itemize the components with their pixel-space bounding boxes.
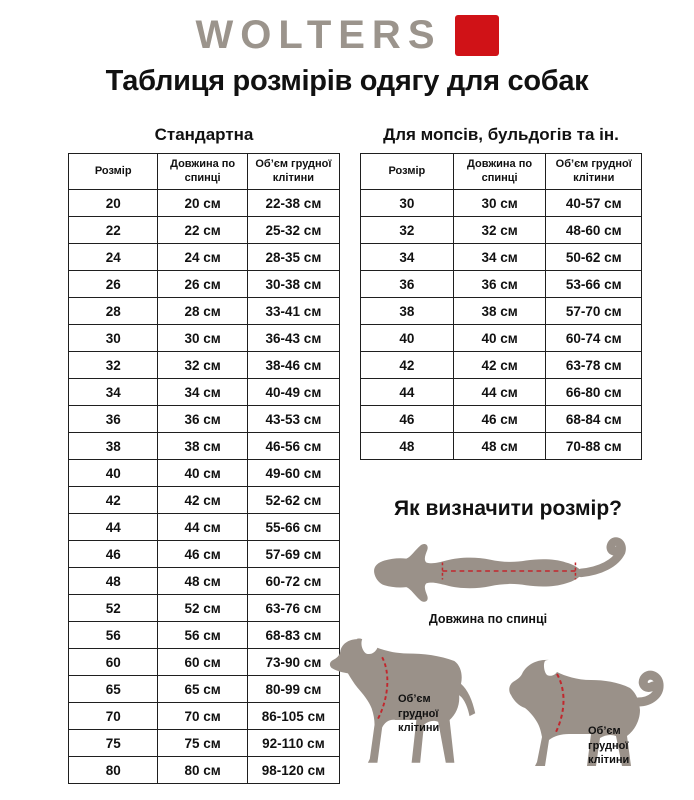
standard-table-header [69,154,340,190]
brand-logo-text: WOLTERS [195,13,442,57]
back-length-cell: 30 см [453,190,546,217]
size-cell: 75 [69,730,158,757]
back-length-cell: 22 см [158,217,247,244]
table-row [69,190,340,217]
size-cell: 36 [69,406,158,433]
dog-top-view-body [374,544,581,602]
size-cell: 42 [361,352,454,379]
chest-cell: 70-88 см [546,433,642,460]
table-row [69,433,340,460]
table-row [69,622,340,649]
dog-top-view-tail [581,541,621,572]
table-row [69,730,340,757]
chest-cell: 40-57 см [546,190,642,217]
pugs-table-body [361,190,642,460]
size-cell: 60 [69,649,158,676]
chest-cell: 36-43 см [247,325,339,352]
table-row [69,568,340,595]
size-cell: 48 [361,433,454,460]
table-row [69,298,340,325]
back-length-cell: 75 см [158,730,247,757]
pugs-table-header [361,154,642,190]
back-length-cell: 44 см [158,514,247,541]
table-row [69,487,340,514]
size-cell: 38 [69,433,158,460]
back-length-cell: 46 см [453,406,546,433]
size-cell: 52 [69,595,158,622]
chest-cell: 98-120 см [247,757,339,784]
chest-cell: 60-72 см [247,568,339,595]
size-cell: 65 [69,676,158,703]
pugs-table-title: Для мопсів, бульдогів та ін. [383,125,619,144]
chest-cell: 50-62 см [546,244,642,271]
back-length-label: Довжина по спинці [428,612,548,626]
column-header-size: Розмір [69,154,158,190]
back-length-cell: 56 см [158,622,247,649]
back-length-cell: 44 см [453,379,546,406]
chest-cell: 22-38 см [247,190,339,217]
table-row [69,514,340,541]
chest-label: Об’єм грудної клітини [398,693,440,735]
size-cell: 30 [69,325,158,352]
size-cell: 38 [361,298,454,325]
pugs-size-table [360,153,642,460]
chest-cell: 43-53 см [247,406,339,433]
size-cell: 34 [69,379,158,406]
back-length-cell: 80 см [158,757,247,784]
back-length-cell: 36 см [453,271,546,298]
back-length-cell: 20 см [158,190,247,217]
chest-cell: 60-74 см [546,325,642,352]
chest-cell: 68-84 см [546,406,642,433]
chest-cell: 92-110 см [247,730,339,757]
brand-logo-square-icon [455,15,499,56]
chest-cell: 55-66 см [247,514,339,541]
size-cell: 44 [69,514,158,541]
size-cell: 20 [69,190,158,217]
back-length-cell: 42 см [158,487,247,514]
size-cell: 32 [69,352,158,379]
table-row [361,433,642,460]
chest-cell: 52-62 см [247,487,339,514]
back-length-cell: 32 см [158,352,247,379]
size-cell: 34 [361,244,454,271]
chest-cell: 57-69 см [247,541,339,568]
chest-cell: 63-78 см [546,352,642,379]
chest-cell: 66-80 см [546,379,642,406]
table-row [69,649,340,676]
back-length-cell: 32 см [453,217,546,244]
dog-top-view-illustration [368,533,648,609]
table-row [361,190,642,217]
back-length-cell: 30 см [158,325,247,352]
table-row [361,325,642,352]
back-length-cell: 65 см [158,676,247,703]
back-length-cell: 38 см [453,298,546,325]
chest-cell: 80-99 см [247,676,339,703]
size-cell: 22 [69,217,158,244]
chest-cell: 57-70 см [546,298,642,325]
size-cell: 70 [69,703,158,730]
table-row [69,406,340,433]
back-length-cell: 70 см [158,703,247,730]
standard-table-section [68,124,340,784]
size-cell: 46 [361,406,454,433]
size-cell: 80 [69,757,158,784]
chest-label: Об’єм грудної клітини [588,725,630,767]
table-row [69,352,340,379]
table-row [361,298,642,325]
table-row [361,217,642,244]
table-row [69,379,340,406]
back-length-cell: 36 см [158,406,247,433]
chest-cell: 33-41 см [247,298,339,325]
column-header-chest: Об’єм грудної клітини [247,154,339,190]
chest-cell: 63-76 см [247,595,339,622]
size-cell: 46 [69,541,158,568]
chest-cell: 28-35 см [247,244,339,271]
chest-cell: 53-66 см [546,271,642,298]
size-cell: 36 [361,271,454,298]
table-row [69,757,340,784]
table-row [361,244,642,271]
column-header-back-length: Довжина по спинці [453,154,546,190]
back-length-cell: 34 см [453,244,546,271]
size-cell: 56 [69,622,158,649]
back-length-cell: 24 см [158,244,247,271]
chest-cell: 30-38 см [247,271,339,298]
page-title: Таблиця розмірів одягу для собак [105,65,589,97]
back-length-cell: 52 см [158,595,247,622]
size-cell: 24 [69,244,158,271]
chest-cell: 25-32 см [247,217,339,244]
back-length-cell: 34 см [158,379,247,406]
table-row [69,244,340,271]
measuring-guide [326,497,690,800]
column-header-chest: Об’єм грудної клітини [546,154,642,190]
table-row [69,217,340,244]
size-cell: 40 [361,325,454,352]
chest-cell: 40-49 см [247,379,339,406]
guide-side-views [326,632,690,800]
back-length-cell: 38 см [158,433,247,460]
size-cell: 44 [361,379,454,406]
table-row [69,595,340,622]
chest-cell: 46-56 см [247,433,339,460]
brand-logo [0,12,694,58]
back-length-cell: 26 см [158,271,247,298]
table-row [69,460,340,487]
table-row [69,541,340,568]
standard-table-title: Стандартна [154,125,254,144]
standard-size-table [68,153,340,784]
guide-title: Як визначити розмір? [394,497,622,520]
back-length-cell: 60 см [158,649,247,676]
size-cell: 48 [69,568,158,595]
size-cell: 30 [361,190,454,217]
header [0,0,694,98]
size-cell: 32 [361,217,454,244]
chest-cell: 49-60 см [247,460,339,487]
table-row [69,676,340,703]
standard-table-body [69,190,340,784]
back-length-cell: 40 см [158,460,247,487]
table-row [361,352,642,379]
table-row [361,379,642,406]
chest-cell: 68-83 см [247,622,339,649]
chest-cell: 86-105 см [247,703,339,730]
size-cell: 42 [69,487,158,514]
size-cell: 26 [69,271,158,298]
table-row [69,325,340,352]
chest-cell: 48-60 см [546,217,642,244]
chest-cell: 38-46 см [247,352,339,379]
back-length-cell: 46 см [158,541,247,568]
back-length-cell: 48 см [158,568,247,595]
size-cell: 40 [69,460,158,487]
table-row [361,271,642,298]
table-row [69,703,340,730]
back-length-cell: 28 см [158,298,247,325]
column-header-back-length: Довжина по спинці [158,154,247,190]
table-row [69,271,340,298]
back-length-cell: 48 см [453,433,546,460]
size-cell: 28 [69,298,158,325]
back-length-cell: 42 см [453,352,546,379]
dog-bulldog-tail [638,675,659,702]
back-length-cell: 40 см [453,325,546,352]
chest-cell: 73-90 см [247,649,339,676]
column-header-size: Розмір [361,154,454,190]
table-row [361,406,642,433]
